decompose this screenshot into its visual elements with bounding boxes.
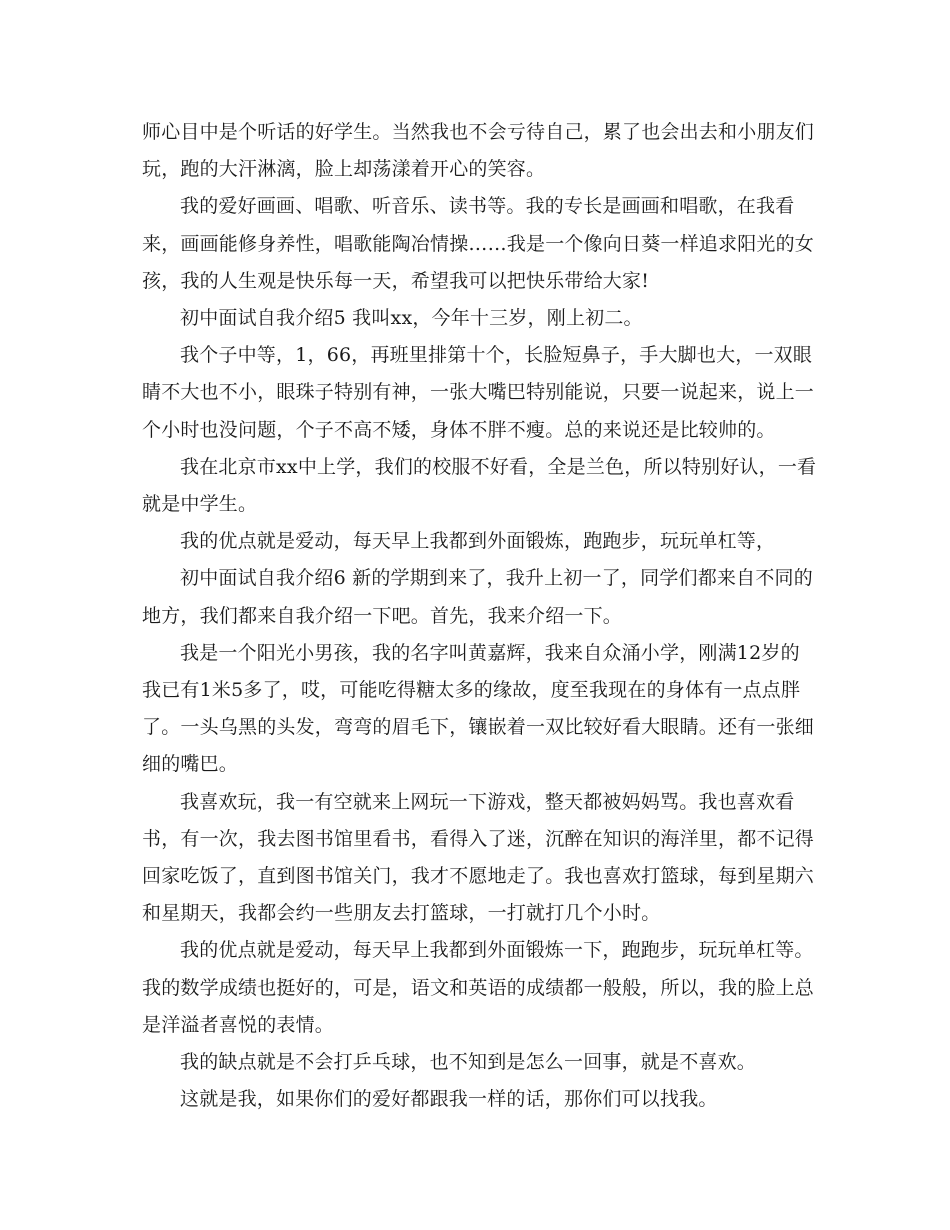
paragraph-interests: 我喜欢玩，我一有空就来上网玩一下游戏，整天都被妈妈骂。我也喜欢看书，有一次，我去图书馆里看书，看得入了迷，沉醉在知识的海洋里，都不记得回家吃饭了，直到图书馆关门，我才不愿地走了。我也喜欢打篮球，每到星期六和星期天，我都会约一些朋友去打篮球，一打就打几个小时。 [142, 790, 815, 925]
paragraph-school: 我在北京市xx中上学，我们的校服不好看，全是兰色，所以特别好认，一看就是中学生。 [142, 455, 817, 516]
document-body [142, 114, 818, 1118]
paragraph-strengths-short: 我的优点就是爱动，每天早上我都到外面锻炼，跑跑步，玩玩单杠等， [180, 530, 776, 553]
paragraph-hobbies: 我的爱好画画、唱歌、听音乐、读书等。我的专长是画画和唱歌，在我看来，画画能修身养性，唱歌能陶冶情操……我是一个像向日葵一样追求阳光的女孩，我的人生观是快乐每一天，希望我可以把快乐带给大家! [142, 195, 815, 292]
paragraph-self-description: 我是一个阳光小男孩，我的名字叫黄嘉辉，我来自众涌小学，刚满12岁的我已有1米5多了，哎，可能吃得糖太多的缘故，度至我现在的身体有一点点胖了。一头乌黑的头发，弯弯的眉毛下，镶嵌着一双比较好看大眼睛。还有一张细细的嘴巴。 [142, 641, 815, 776]
paragraph-intro-5-heading: 初中面试自我介绍5 我叫xx，今年十三岁，刚上初二。 [180, 307, 643, 330]
paragraph-weaknesses: 我的缺点就是不会打乒乓球，也不知到是怎么一回事，就是不喜欢。 [180, 1051, 757, 1074]
paragraph-strengths: 我的优点就是爱动，每天早上我都到外面锻炼一下，跑跑步，玩玩单杠等。我的数学成绩也挺好的，可是，语文和英语的成绩都一般般，所以，我的脸上总是洋溢者喜悦的表情。 [142, 939, 815, 1036]
paragraph-closing: 这就是我，如果你们的爱好都跟我一样的话，那你们可以找我。 [180, 1088, 718, 1111]
paragraph-continuation: 师心目中是个听话的好学生。当然我也不会亏待自己，累了也会出去和小朋友们玩，跑的大汗淋漓，脸上却荡漾着开心的笑容。 [142, 121, 815, 181]
paragraph-intro-6-heading: 初中面试自我介绍6 新的学期到来了，我升上初一了，同学们都来自不同的地方，我们都来自我介绍一下吧。首先，我来介绍一下。 [142, 567, 813, 627]
paragraph-appearance: 我个子中等，1，66，再班里排第十个，长脸短鼻子，手大脚也大，一双眼睛不大也不小，眼珠子特别有神，一张大嘴巴特别能说，只要一说起来，说上一个小时也没问题，个子不高不矮，身体不胖不瘦。总的来说还是比较帅的。 [142, 344, 815, 441]
